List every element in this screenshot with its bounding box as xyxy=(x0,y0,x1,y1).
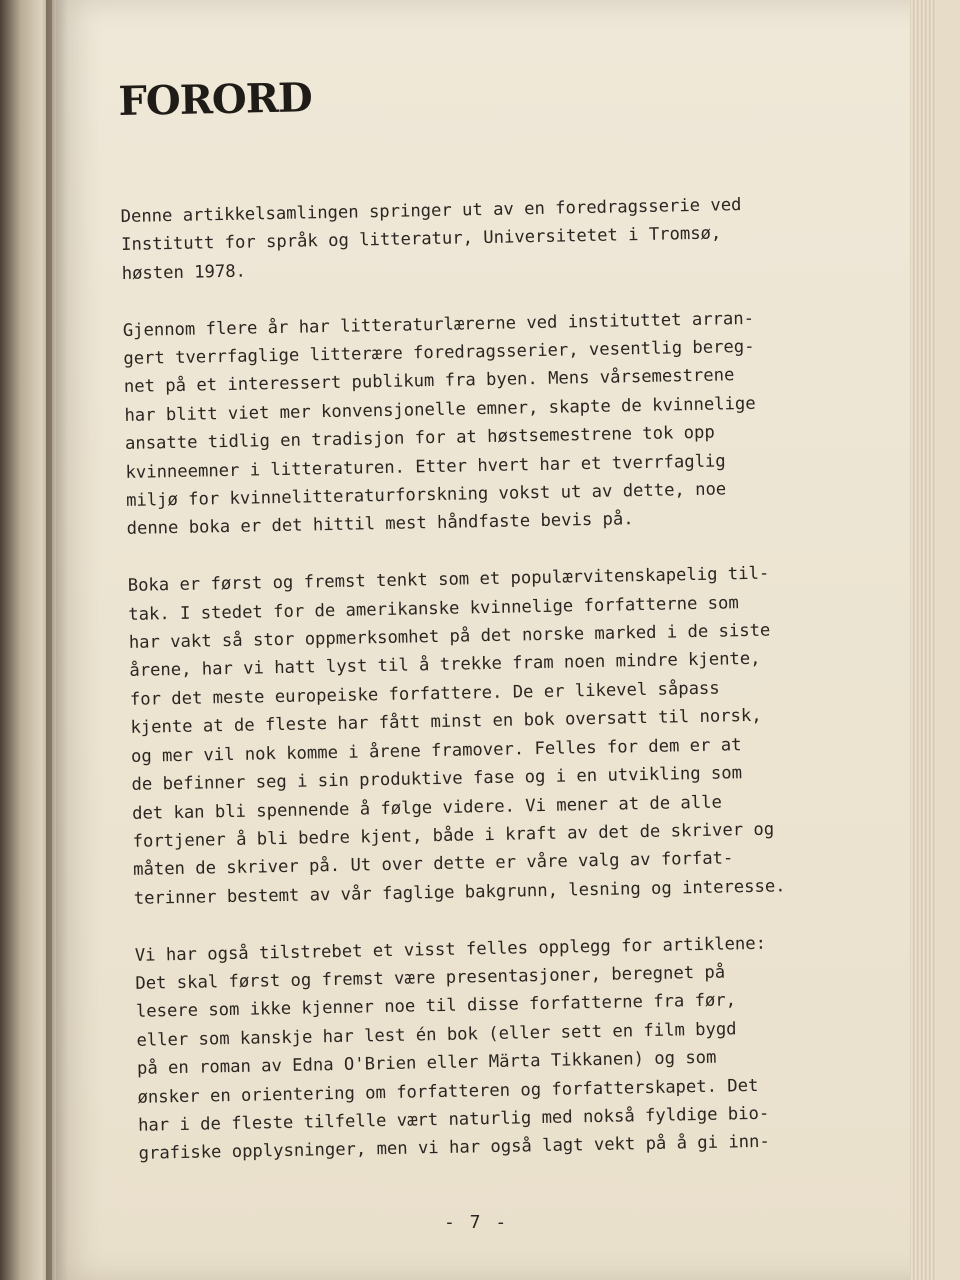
left-page-edge xyxy=(0,0,52,1280)
page-stack-edge xyxy=(910,0,936,1280)
text-line: på en roman av Edna O'Brien eller Märta Tikkanen) og som xyxy=(136,1047,717,1079)
text-line: det kan bli spennende å følge videre. Vi mener at de alle xyxy=(131,792,723,824)
book-gutter xyxy=(46,0,68,1280)
text-line: grafiske opplysninger, men vi har også lagt vekt på å gi inn- xyxy=(138,1132,770,1165)
text-line: og mer vil nok komme i årene framover. Felles for dem er at xyxy=(130,734,742,767)
paragraph-2 xyxy=(123,303,847,544)
text-line: gert tverrfaglige litterære foredragsserier, vesentlig bereg- xyxy=(123,336,755,369)
text-line: tak. I stedet for de amerikanske kvinnelige forfatterne som xyxy=(128,592,739,625)
text-line: kvinneemner i litteraturen. Etter hvert har et tverrfaglig xyxy=(125,451,726,483)
text-line: kjente at de fleste har fått minst en bok oversatt til norsk, xyxy=(130,706,762,739)
text-line: denne boka er det hittil mest håndfaste bevis på. xyxy=(126,509,634,540)
text-line: ansatte tidlig en tradisjon for at høstsemestrene tok opp xyxy=(124,422,715,455)
text-line: for det meste europeiske forfattere. De er likevel såpass xyxy=(129,678,720,710)
text-line: Vi har også tilstrebet et visst felles opplegg for artiklene: xyxy=(134,933,767,966)
text-line: har vakt så stor oppmerksomhet på det norske marked i de siste xyxy=(128,620,771,653)
text-line: Gjennom flere år har litteraturlærerne ved instituttet arran- xyxy=(122,308,755,341)
paragraph-1 xyxy=(120,189,842,288)
text-line: miljø for kvinnelitteraturforskning vokst ut av dette, noe xyxy=(125,479,727,511)
text-line: net på et interessert publikum fra byen. Mens vårsemestrene xyxy=(123,365,735,398)
text-line: de befinner seg i sin produktive fase og i en utvikling som xyxy=(131,763,743,795)
text-line: har blitt viet mer konvensjonelle emner, skapte de kvinnelige xyxy=(124,393,756,426)
text-line: måten de skriver på. Ut over dette er våre valg av forfat- xyxy=(133,848,734,881)
text-line: terinner bestemt av vår faglige bakgrunn, lesning og interesse. xyxy=(133,876,786,909)
paragraph-3 xyxy=(127,558,853,913)
text-line: lesere som ikke kjenner noe til disse forfatterne fra før, xyxy=(135,990,737,1023)
text-line: fortjener å bli bedre kjent, både i kraft av det de skriver og xyxy=(132,819,775,852)
text-line: ønsker en orientering om forfatteren og forfatterskapet. Det xyxy=(137,1075,759,1108)
text-line: Boka er først og fremst tenkt som et populærvitenskapelig til- xyxy=(127,563,770,597)
text-line: Denne artikkelsamlingen springer ut av en foredragsserie ved xyxy=(120,195,742,227)
text-line: Det skal først og fremst være presentasjoner, beregnet på xyxy=(135,962,726,994)
page-number: - 7 - xyxy=(444,1212,509,1233)
page-content xyxy=(118,64,859,1197)
text-line: årene, har vi hatt lyst til å trekke fram noen mindre kjente, xyxy=(129,649,761,682)
page-title: FORORD xyxy=(118,74,313,125)
text-line: eller som kanskje har lest én bok (eller sett en film bygd xyxy=(136,1019,737,1051)
text-line: har i de fleste tilfelle vært naturlig med nokså fyldige bio- xyxy=(137,1103,770,1136)
text-line: høsten 1978. xyxy=(121,261,247,284)
text-line: Institutt for språk og litteratur, Universitetet i Tromsø, xyxy=(121,223,722,256)
paragraph-4 xyxy=(135,928,859,1169)
